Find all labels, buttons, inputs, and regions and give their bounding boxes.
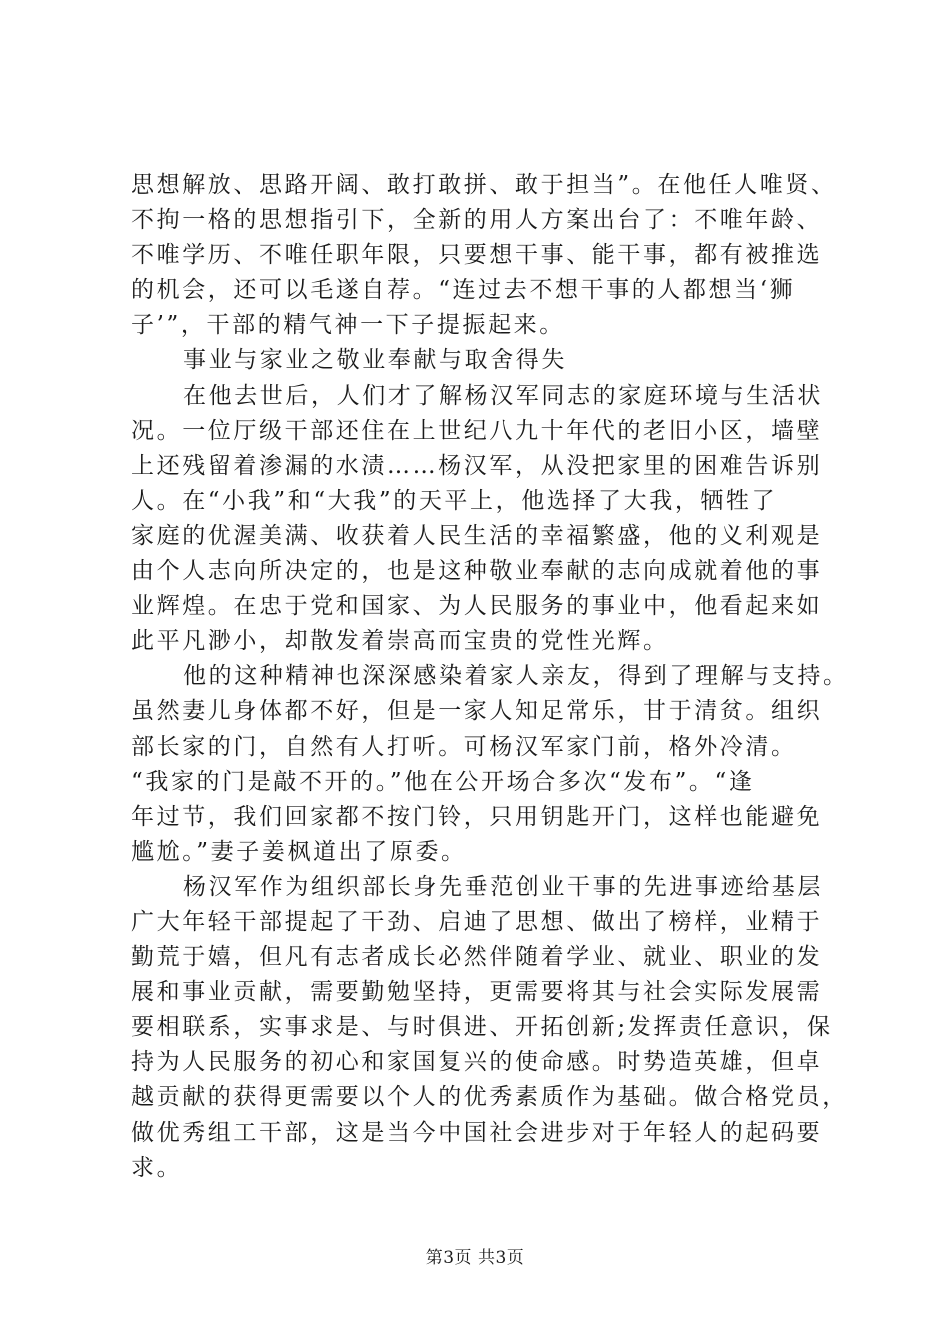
page-number: 第3页 共3页 [425, 1248, 525, 1268]
text-line: 不唯学历、不唯任职年限，只要想干事、能干事，都有被推选 [131, 242, 823, 269]
text-line: 部长家的门，自然有人打听。可杨汉军家门前，格外冷清。 [131, 733, 797, 760]
text-line: 尴尬。”妻子姜枫道出了原委。 [131, 838, 467, 865]
text-line: 年过节，我们回家都不按门铃，只用钥匙开门，这样也能避免 [131, 803, 823, 830]
text-line: “我家的门是敲不开的。”他在公开场合多次“发布”。“逢 [131, 768, 755, 795]
text-line: 要相联系，实事求是、与时俱进、开拓创新;发挥责任意识，保 [131, 1014, 833, 1041]
text-line: 越贡献的获得更需要以个人的优秀素质作为基础。做合格党员， [131, 1084, 848, 1111]
text-line: 持为人民服务的初心和家国复兴的使命感。时势造英雄，但卓 [131, 1049, 823, 1076]
document-body [131, 168, 849, 1186]
text-line: 做优秀组工干部，这是当今中国社会进步对于年轻人的起码要 [131, 1119, 823, 1146]
text-line: 子’”，干部的精气神一下子提振起来。 [131, 312, 565, 339]
page-footer [0, 1243, 950, 1268]
text-line: 求。 [131, 1154, 183, 1181]
text-line: 况。一位厅级干部还住在上世纪八九十年代的老旧小区，墙壁 [131, 417, 823, 444]
text-line: 不拘一格的思想指引下，全新的用人方案出台了：不唯年龄、 [131, 207, 823, 234]
text-line: 勤荒于嬉，但凡有志者成长必然伴随着学业、就业、职业的发 [131, 944, 823, 971]
text-line: 广大年轻干部提起了干劲、启迪了思想、做出了榜样，业精于 [131, 908, 823, 935]
text-line: 在他去世后，人们才了解杨汉军同志的家庭环境与生活状 [183, 382, 823, 409]
text-line: 杨汉军作为组织部长身先垂范创业干事的先进事迹给基层 [183, 873, 823, 900]
text-line: 由个人志向所决定的，也是这种敬业奉献的志向成就着他的事 [131, 558, 823, 585]
text-line: 的机会，还可以毛遂自荐。“连过去不想干事的人都想当‘狮 [131, 277, 796, 304]
text-line: 此平凡渺小，却散发着崇高而宝贵的党性光辉。 [131, 628, 669, 655]
text-line: 他的这种精神也深深感染着家人亲友，得到了理解与支持。 [183, 663, 849, 690]
text-line: 家庭的优渥美满、收获着人民生活的幸福繁盛，他的义利观是 [131, 522, 823, 549]
text-line: 思想解放、思路开阔、敢打敢拼、敢于担当”。在他任人唯贤、 [131, 172, 837, 198]
text-line: 虽然妻儿身体都不好，但是一家人知足常乐，甘于清贫。组织 [131, 698, 823, 725]
text-line: 人。在“小我”和“大我”的天平上，他选择了大我，牺牲了 [131, 487, 778, 514]
section-heading: 事业与家业之敬业奉献与取舍得失 [183, 347, 567, 374]
text-line: 上还残留着渗漏的水渍……杨汉军，从没把家里的困难告诉别 [131, 452, 823, 479]
text-line: 业辉煌。在忠于党和国家、为人民服务的事业中，他看起来如 [131, 593, 823, 620]
text-line: 展和事业贡献，需要勤勉坚持，更需要将其与社会实际发展需 [131, 979, 823, 1006]
